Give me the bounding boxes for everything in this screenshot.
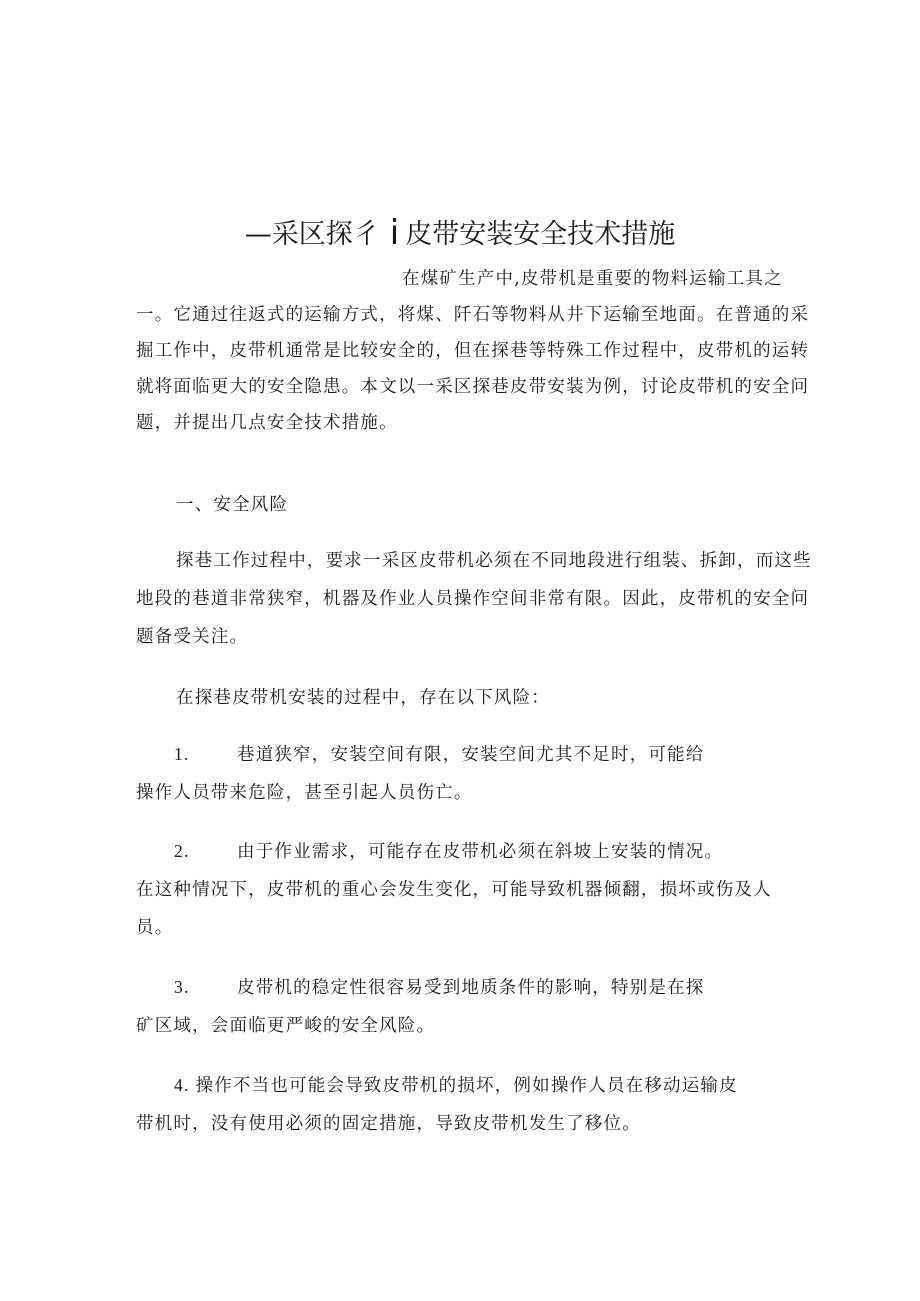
intro-first-line: 在煤矿生产中,皮带机是重要的物料运输工具: [402, 269, 765, 289]
risk-item-1: [136, 735, 816, 812]
risk-item-4-rest: 带机时，没有使用必须的固定措施，导致皮带机发生了移位。: [136, 1114, 641, 1134]
risk-item-4-line1: 操作不当也可能会导致皮带机的损坏，例如操作人员在移动运输皮: [195, 1076, 738, 1096]
risk-item-3-rest: 矿区域，会面临更严峻的安全风险。: [136, 1016, 436, 1036]
risk-item-1-rest: 操作人员带来危险，甚至引起人员伤亡。: [136, 783, 473, 803]
risk-item-4: [136, 1066, 816, 1143]
risk-context-paragraph: 探巷工作过程中，要求一采区皮带机必须在不同地段进行组装、拆卸，而这些地段的巷道非常狭窄，机器及作业人员操作空间非常有限。因此，皮带机的安全问题备受关注。: [136, 551, 812, 647]
risk-item-2-rest: 在这种情况下，皮带机的重心会发生变化，可能导致机器倾翻，损坏或伤及人员。: [136, 880, 772, 938]
risk-item-2: [136, 832, 816, 947]
title-part-2: 皮带安装安全技术措施: [405, 219, 676, 250]
risk-item-1-line1: 巷道狭窄，安装空间有限，安装空间尤其不足时，可能给: [237, 745, 705, 765]
title-glyph: i: [389, 213, 400, 253]
document-title: [0, 212, 920, 253]
section-heading-risks: 一、安全风险: [176, 495, 289, 515]
risk-item-3-number: 3.: [174, 977, 190, 997]
risk-item-3-line1: 皮带机的稳定性很容易受到地质条件的影响，特别是在探: [237, 978, 705, 998]
risk-item-1-number: 1.: [174, 744, 190, 764]
risk-intro-paragraph: 在探巷皮带机安装的过程中，存在以下风险：: [176, 688, 550, 708]
title-part-1: —采区探彳: [244, 219, 380, 250]
intro-continuation: 之一。它通过往返式的运输方式，将煤、阡石等物料从井下运输至地面。在普通的采掘工作中，皮带机通常是比较安全的，但在探巷等特殊工作过程中，皮带机的运转就将面临更大的安全隐患。本文以一采区探巷皮带安装为例，讨论皮带机的安全问题，并提出几点安全技术措施。: [136, 269, 810, 433]
risk-item-3: [136, 968, 816, 1045]
risk-item-2-number: 2.: [174, 841, 190, 861]
intro-paragraph: [136, 261, 816, 441]
risk-item-2-line1: 由于作业需求，可能存在皮带机必须在斜坡上安装的情况。: [237, 842, 724, 862]
risk-item-4-number: 4.: [174, 1075, 190, 1095]
